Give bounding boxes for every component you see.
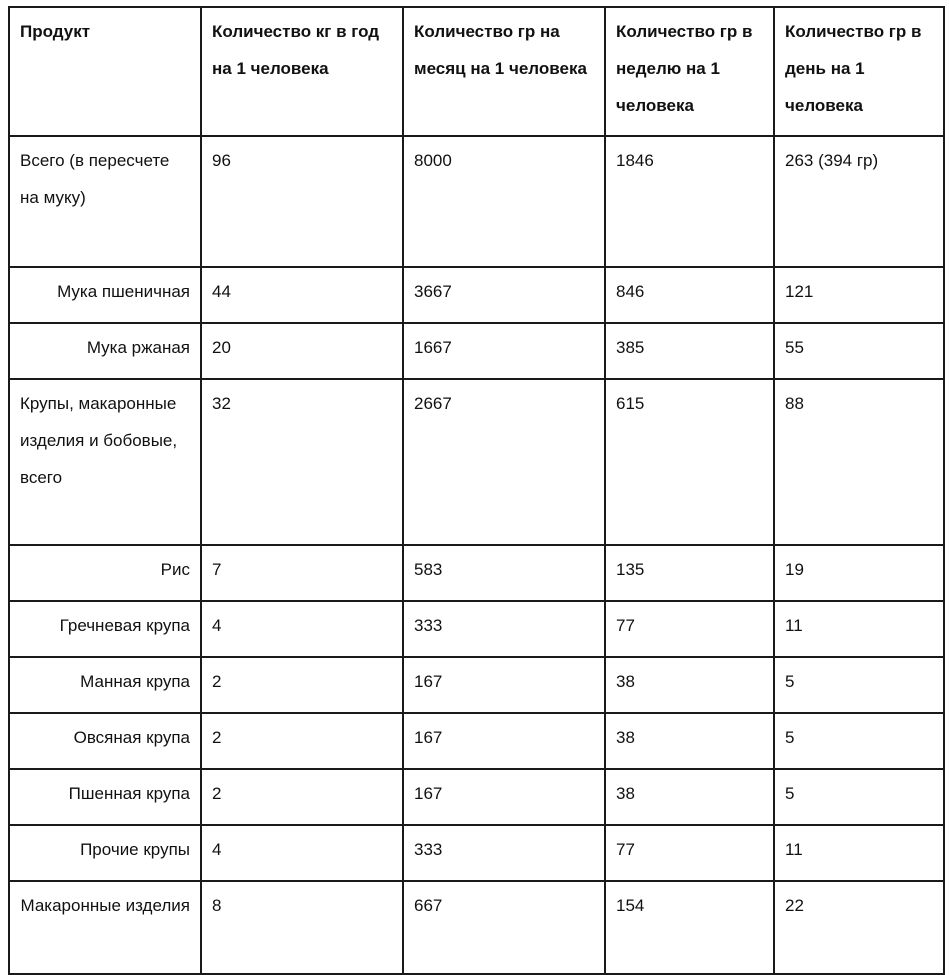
table-row	[9, 379, 944, 545]
cell-product: Всего (в пересчете на муку)	[9, 136, 201, 267]
header-year-kg: Количество кг в год на 1 человека	[201, 7, 403, 136]
cell-year-kg: 4	[201, 825, 403, 881]
cell-product: Овсяная крупа	[9, 713, 201, 769]
cell-product: Крупы, макаронные изделия и бобовые, всего	[9, 379, 201, 545]
cell-month-g: 167	[403, 713, 605, 769]
cell-product: Рис	[9, 545, 201, 601]
header-month-g: Количество гр на месяц на 1 человека	[403, 7, 605, 136]
cell-product: Пшенная крупа	[9, 769, 201, 825]
cell-year-kg: 96	[201, 136, 403, 267]
cell-year-kg: 2	[201, 769, 403, 825]
header-day-g: Количество гр в день на 1 человека	[774, 7, 944, 136]
cell-year-kg: 2	[201, 713, 403, 769]
cell-week-g: 154	[605, 881, 774, 974]
cell-year-kg: 2	[201, 657, 403, 713]
cell-product: Манная крупа	[9, 657, 201, 713]
cell-month-g: 2667	[403, 379, 605, 545]
cell-week-g: 38	[605, 657, 774, 713]
table-row	[9, 545, 944, 601]
cell-week-g: 77	[605, 601, 774, 657]
cell-week-g: 1846	[605, 136, 774, 267]
cell-product: Макаронные изделия	[9, 881, 201, 974]
cell-week-g: 135	[605, 545, 774, 601]
table-row	[9, 769, 944, 825]
cell-day-g: 263 (394 гр)	[774, 136, 944, 267]
cell-year-kg: 32	[201, 379, 403, 545]
cell-week-g: 77	[605, 825, 774, 881]
cell-month-g: 333	[403, 825, 605, 881]
cell-day-g: 19	[774, 545, 944, 601]
table-row	[9, 657, 944, 713]
cell-year-kg: 20	[201, 323, 403, 379]
cell-year-kg: 4	[201, 601, 403, 657]
cell-day-g: 121	[774, 267, 944, 323]
cell-product: Мука ржаная	[9, 323, 201, 379]
cell-week-g: 846	[605, 267, 774, 323]
cell-day-g: 11	[774, 601, 944, 657]
cell-week-g: 385	[605, 323, 774, 379]
header-week-g: Количество гр в неделю на 1 человека	[605, 7, 774, 136]
cell-product: Мука пшеничная	[9, 267, 201, 323]
cell-month-g: 667	[403, 881, 605, 974]
cell-month-g: 3667	[403, 267, 605, 323]
cell-week-g: 615	[605, 379, 774, 545]
cell-week-g: 38	[605, 713, 774, 769]
table-row	[9, 267, 944, 323]
table-header-row	[9, 7, 944, 136]
cell-day-g: 11	[774, 825, 944, 881]
table-row	[9, 601, 944, 657]
consumption-table	[8, 6, 945, 975]
cell-year-kg: 7	[201, 545, 403, 601]
cell-product: Прочие крупы	[9, 825, 201, 881]
header-product: Продукт	[9, 7, 201, 136]
table-row	[9, 825, 944, 881]
cell-day-g: 88	[774, 379, 944, 545]
cell-week-g: 38	[605, 769, 774, 825]
cell-month-g: 333	[403, 601, 605, 657]
cell-month-g: 167	[403, 769, 605, 825]
table-row	[9, 881, 944, 974]
cell-day-g: 5	[774, 657, 944, 713]
table-row	[9, 323, 944, 379]
cell-product: Гречневая крупа	[9, 601, 201, 657]
table-row	[9, 136, 944, 267]
cell-month-g: 8000	[403, 136, 605, 267]
cell-month-g: 167	[403, 657, 605, 713]
cell-year-kg: 8	[201, 881, 403, 974]
cell-day-g: 5	[774, 713, 944, 769]
cell-month-g: 1667	[403, 323, 605, 379]
cell-day-g: 55	[774, 323, 944, 379]
cell-year-kg: 44	[201, 267, 403, 323]
cell-day-g: 5	[774, 769, 944, 825]
cell-day-g: 22	[774, 881, 944, 974]
table-row	[9, 713, 944, 769]
cell-month-g: 583	[403, 545, 605, 601]
